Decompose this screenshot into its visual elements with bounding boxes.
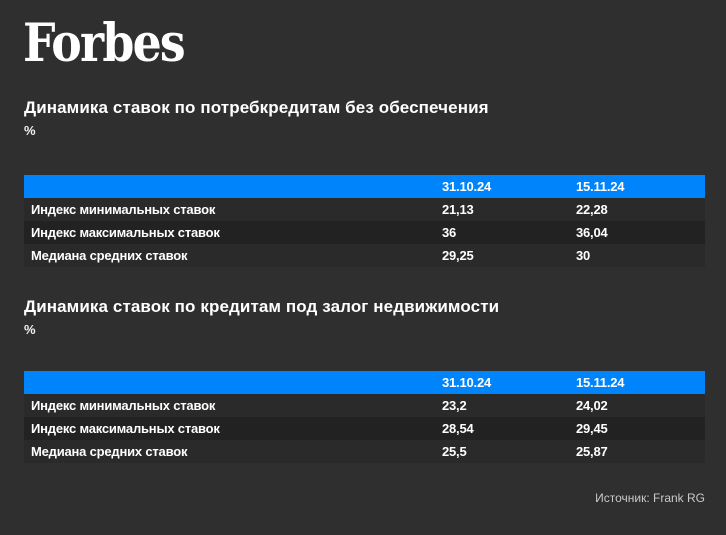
table-row — [24, 394, 705, 417]
row-label: Индекс максимальных ставок — [31, 225, 220, 240]
table-header-row — [24, 175, 705, 198]
table-header-row — [24, 371, 705, 394]
table-row — [24, 440, 705, 463]
column-header-date-2: 15.11.24 — [576, 179, 625, 194]
real-estate-loans-rates-table — [24, 371, 705, 463]
row-value: 25,5 — [442, 444, 467, 459]
row-value: 36,04 — [576, 225, 608, 240]
row-value: 25,87 — [576, 444, 608, 459]
row-label: Индекс максимальных ставок — [31, 421, 220, 436]
header-spacer-cell — [24, 175, 442, 198]
row-value: 24,02 — [576, 398, 608, 413]
row-value: 23,2 — [442, 398, 467, 413]
row-value: 22,28 — [576, 202, 608, 217]
table-row — [24, 221, 705, 244]
consumer-loans-rates-table — [24, 175, 705, 267]
row-value: 29,25 — [442, 248, 474, 263]
row-value: 30 — [576, 248, 591, 263]
row-value: 36 — [442, 225, 457, 240]
section-title-consumer-loans: Динамика ставок по потребкредитам без обеспечения — [24, 98, 489, 117]
column-header-date-1: 31.10.24 — [442, 179, 492, 194]
section-title-real-estate-loans: Динамика ставок по кредитам под залог недвижимости — [24, 297, 500, 316]
unit-label: % — [24, 322, 36, 337]
row-label: Медиана средних ставок — [31, 444, 188, 459]
row-label: Медиана средних ставок — [31, 248, 188, 263]
forbes-logo: Forbes — [23, 13, 184, 74]
unit-label: % — [24, 123, 36, 138]
row-value: 21,13 — [442, 202, 474, 217]
column-header-date-1: 31.10.24 — [442, 375, 492, 390]
row-label: Индекс минимальных ставок — [31, 398, 216, 413]
source-label: Источник: Frank RG — [595, 491, 705, 505]
row-value: 29,45 — [576, 421, 608, 436]
column-header-date-2: 15.11.24 — [576, 375, 625, 390]
table-row — [24, 244, 705, 267]
table-row — [24, 198, 705, 221]
row-label: Индекс минимальных ставок — [31, 202, 216, 217]
header-spacer-cell — [24, 371, 442, 394]
table-row — [24, 417, 705, 440]
row-value: 28,54 — [442, 421, 474, 436]
